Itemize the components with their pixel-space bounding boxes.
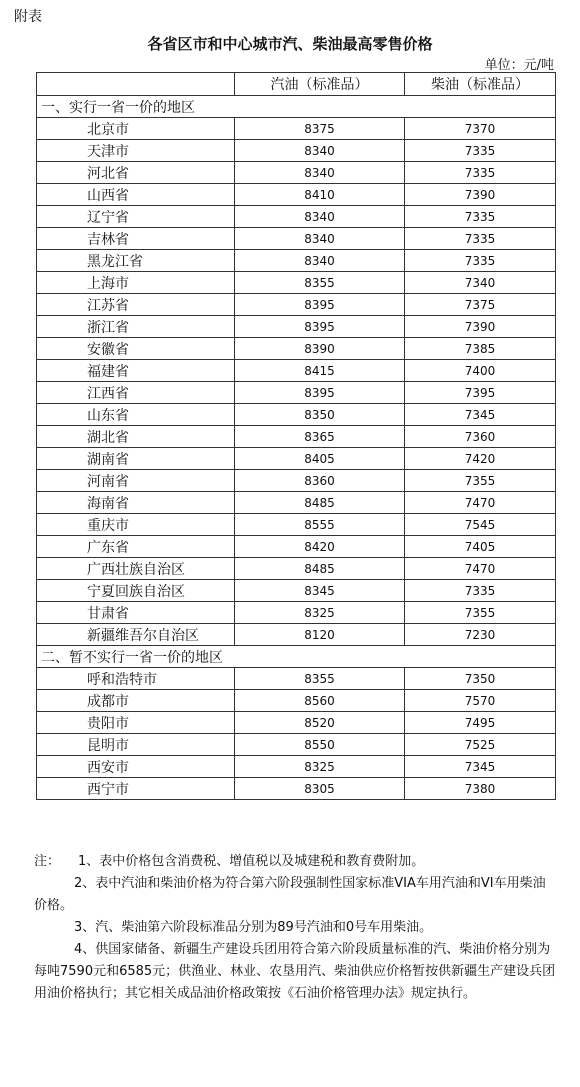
table-row (37, 184, 556, 206)
diesel-price-cell: 7340 (405, 272, 556, 294)
table-row (37, 426, 556, 448)
table-row (37, 162, 556, 184)
note-4: 4、供国家储备、新疆生产建设兵团用符合第六阶段质量标准的汽、柴油价格分别为每吨7590元和6585元；供渔业、林业、农垦用汽、柴油供应价格暂按供新疆生产建设兵团用油价格执行；其它相关成品油价格政策按《石油价格管理办法》规定执行。 (34, 942, 556, 1001)
table-row (37, 294, 556, 316)
table-row (37, 206, 556, 228)
table-row (37, 756, 556, 778)
section-label: 二、暂不实行一省一价的地区 (37, 646, 556, 668)
gasoline-price-cell: 8340 (235, 228, 405, 250)
gasoline-price-cell: 8485 (235, 558, 405, 580)
gasoline-price-cell: 8340 (235, 162, 405, 184)
gasoline-price-cell: 8485 (235, 492, 405, 514)
diesel-price-cell: 7525 (405, 734, 556, 756)
table-row (37, 338, 556, 360)
table-row (37, 118, 556, 140)
section-label: 一、实行一省一价的地区 (37, 96, 556, 118)
gasoline-price-cell: 8555 (235, 514, 405, 536)
page-title: 各省区市和中心城市汽、柴油最高零售价格 (147, 35, 433, 53)
gasoline-price-cell: 8415 (235, 360, 405, 382)
table-row (37, 404, 556, 426)
table-body (37, 96, 556, 800)
gasoline-price-cell: 8405 (235, 448, 405, 470)
table-row (37, 602, 556, 624)
table-header-row (37, 73, 556, 96)
diesel-price-cell: 7495 (405, 712, 556, 734)
diesel-price-cell: 7385 (405, 338, 556, 360)
gasoline-price-cell: 8410 (235, 184, 405, 206)
diesel-price-cell: 7335 (405, 162, 556, 184)
table-row (37, 316, 556, 338)
diesel-price-cell: 7345 (405, 404, 556, 426)
gasoline-price-cell: 8420 (235, 536, 405, 558)
gasoline-price-cell: 8375 (235, 118, 405, 140)
diesel-price-cell: 7335 (405, 206, 556, 228)
table-row (37, 580, 556, 602)
gasoline-price-cell: 8340 (235, 206, 405, 228)
diesel-price-cell: 7360 (405, 426, 556, 448)
table-row (37, 624, 556, 646)
diesel-price-cell: 7545 (405, 514, 556, 536)
notes (34, 851, 556, 1005)
table-row (37, 514, 556, 536)
region-cell: 福建省 (37, 360, 235, 382)
diesel-price-cell: 7335 (405, 228, 556, 250)
section-header-row (37, 646, 556, 668)
gasoline-price-cell: 8340 (235, 250, 405, 272)
column-header-region (37, 73, 235, 96)
region-cell: 贵阳市 (37, 712, 235, 734)
table-row (37, 470, 556, 492)
table-row (37, 558, 556, 580)
note-2: 2、表中汽油和柴油价格为符合第六阶段强制性国家标准VIA车用汽油和VI车用柴油价格。 (34, 876, 546, 913)
region-cell: 天津市 (37, 140, 235, 162)
diesel-price-cell: 7570 (405, 690, 556, 712)
note-text: 1、表中价格包含消费税、增值税以及城建税和教育费附加。 (78, 854, 425, 869)
diesel-price-cell: 7335 (405, 250, 556, 272)
diesel-price-cell: 7470 (405, 492, 556, 514)
gasoline-price-cell: 8550 (235, 734, 405, 756)
diesel-price-cell: 7390 (405, 316, 556, 338)
table-row (37, 712, 556, 734)
gasoline-price-cell: 8395 (235, 382, 405, 404)
region-cell: 西安市 (37, 756, 235, 778)
region-cell: 辽宁省 (37, 206, 235, 228)
diesel-price-cell: 7230 (405, 624, 556, 646)
table-row (37, 228, 556, 250)
table-row (37, 140, 556, 162)
diesel-price-cell: 7355 (405, 602, 556, 624)
attachment-label: 附表 (14, 9, 42, 25)
region-cell: 湖北省 (37, 426, 235, 448)
gasoline-price-cell: 8520 (235, 712, 405, 734)
gasoline-price-cell: 8345 (235, 580, 405, 602)
diesel-price-cell: 7420 (405, 448, 556, 470)
column-header-gasoline: 汽油（标准品） (235, 73, 405, 96)
note-1 (34, 851, 556, 873)
table-row (37, 382, 556, 404)
table-row (37, 536, 556, 558)
region-cell: 宁夏回族自治区 (37, 580, 235, 602)
region-cell: 甘肃省 (37, 602, 235, 624)
section-header-row (37, 96, 556, 118)
diesel-price-cell: 7335 (405, 140, 556, 162)
region-cell: 河北省 (37, 162, 235, 184)
region-cell: 西宁市 (37, 778, 235, 800)
diesel-price-cell: 7395 (405, 382, 556, 404)
diesel-price-cell: 7470 (405, 558, 556, 580)
region-cell: 上海市 (37, 272, 235, 294)
gasoline-price-cell: 8340 (235, 140, 405, 162)
region-cell: 安徽省 (37, 338, 235, 360)
region-cell: 北京市 (37, 118, 235, 140)
gasoline-price-cell: 8120 (235, 624, 405, 646)
region-cell: 江苏省 (37, 294, 235, 316)
table-row (37, 492, 556, 514)
gasoline-price-cell: 8325 (235, 602, 405, 624)
region-cell: 山西省 (37, 184, 235, 206)
gasoline-price-cell: 8325 (235, 756, 405, 778)
table-row (37, 448, 556, 470)
diesel-price-cell: 7345 (405, 756, 556, 778)
region-cell: 河南省 (37, 470, 235, 492)
gasoline-price-cell: 8360 (235, 470, 405, 492)
table-row (37, 250, 556, 272)
gasoline-price-cell: 8560 (235, 690, 405, 712)
note-3: 3、汽、柴油第六阶段标准品分别为89号汽油和0号车用柴油。 (74, 920, 433, 935)
unit-label: 单位：元/吨 (484, 58, 554, 73)
column-header-diesel: 柴油（标准品） (405, 73, 556, 96)
diesel-price-cell: 7390 (405, 184, 556, 206)
gasoline-price-cell: 8395 (235, 294, 405, 316)
region-cell: 重庆市 (37, 514, 235, 536)
diesel-price-cell: 7405 (405, 536, 556, 558)
gasoline-price-cell: 8365 (235, 426, 405, 448)
region-cell: 昆明市 (37, 734, 235, 756)
gasoline-price-cell: 8395 (235, 316, 405, 338)
gasoline-price-cell: 8355 (235, 668, 405, 690)
diesel-price-cell: 7370 (405, 118, 556, 140)
region-cell: 广东省 (37, 536, 235, 558)
gasoline-price-cell: 8305 (235, 778, 405, 800)
table-row (37, 778, 556, 800)
diesel-price-cell: 7380 (405, 778, 556, 800)
gasoline-price-cell: 8390 (235, 338, 405, 360)
table-row (37, 690, 556, 712)
diesel-price-cell: 7335 (405, 580, 556, 602)
region-cell: 湖南省 (37, 448, 235, 470)
region-cell: 成都市 (37, 690, 235, 712)
gasoline-price-cell: 8355 (235, 272, 405, 294)
region-cell: 山东省 (37, 404, 235, 426)
notes-lead: 注： (34, 854, 61, 869)
diesel-price-cell: 7400 (405, 360, 556, 382)
diesel-price-cell: 7355 (405, 470, 556, 492)
region-cell: 新疆维吾尔自治区 (37, 624, 235, 646)
table-row (37, 734, 556, 756)
region-cell: 广西壮族自治区 (37, 558, 235, 580)
table-row (37, 272, 556, 294)
region-cell: 呼和浩特市 (37, 668, 235, 690)
diesel-price-cell: 7375 (405, 294, 556, 316)
price-table (36, 72, 556, 800)
region-cell: 吉林省 (37, 228, 235, 250)
region-cell: 黑龙江省 (37, 250, 235, 272)
diesel-price-cell: 7350 (405, 668, 556, 690)
table-row (37, 360, 556, 382)
gasoline-price-cell: 8350 (235, 404, 405, 426)
region-cell: 江西省 (37, 382, 235, 404)
region-cell: 海南省 (37, 492, 235, 514)
region-cell: 浙江省 (37, 316, 235, 338)
table-row (37, 668, 556, 690)
